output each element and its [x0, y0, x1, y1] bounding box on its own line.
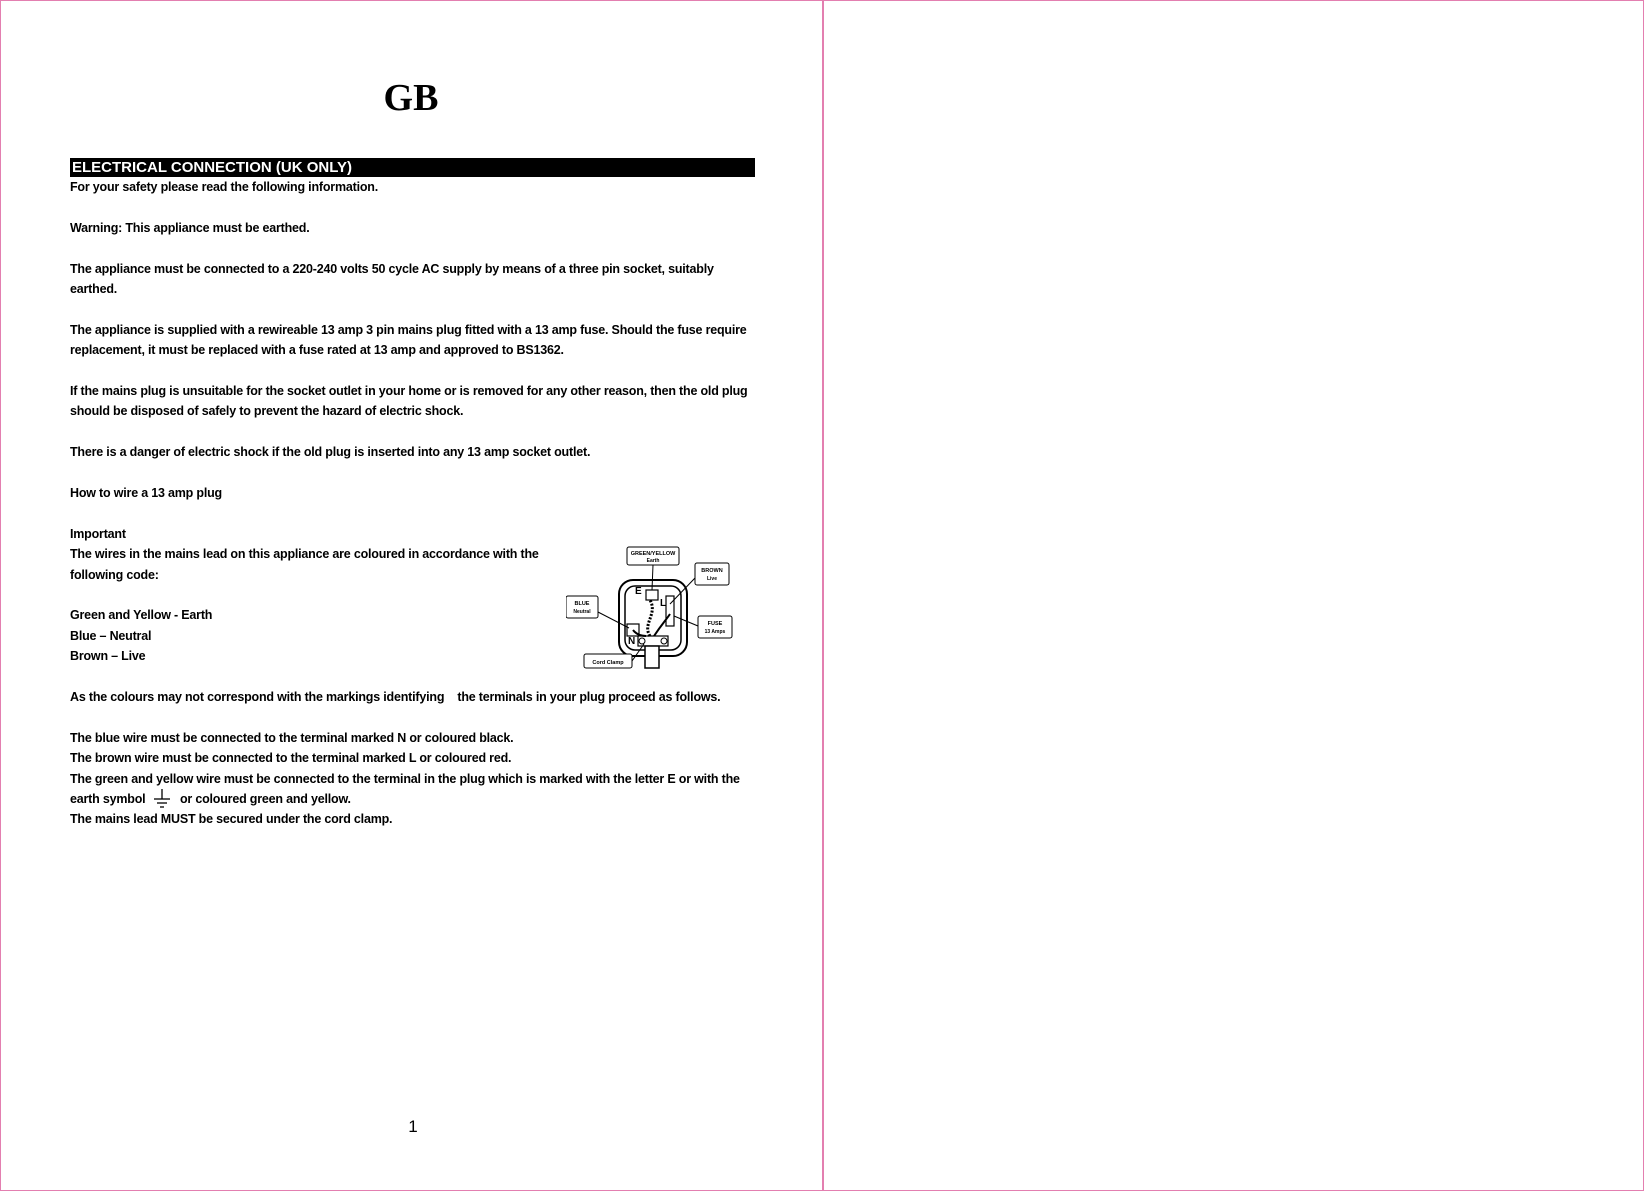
brown-wire-rule: The brown wire must be connected to the terminal marked L or coloured red. — [70, 751, 512, 766]
wire-code-block — [70, 524, 755, 667]
warning-text: Warning: This appliance must be earthed. — [70, 220, 310, 235]
callout-clamp-label: Cord Clamp — [592, 659, 624, 666]
blue-wire-rule: The blue wire must be connected to the terminal marked N or coloured black. — [70, 730, 514, 745]
green-wire-rule-line2 — [70, 789, 755, 809]
supply-text-line2: earthed. — [70, 282, 118, 296]
earth-symbol-post-text: or coloured green and yellow. — [179, 792, 351, 807]
terminal-l-label: L — [660, 597, 667, 609]
page-number: 1 — [408, 1117, 418, 1136]
callout-fuse-sub: 13 Amps — [704, 628, 726, 635]
cord-clamp-shape — [638, 636, 668, 646]
earth-wire-shape — [648, 600, 653, 636]
code-earth: Green and Yellow - Earth — [70, 608, 213, 623]
language-code: GB — [383, 77, 439, 119]
wiring-subheading: How to wire a 13 amp plug — [70, 486, 222, 500]
callout-live-sub: Live — [706, 575, 718, 582]
supply-text-line1: The appliance must be connected to a 220-240 volts 50 cycle AC supply by means of a three pin socket, suitably — [70, 261, 714, 276]
code-live: Brown – Live — [70, 649, 146, 664]
code-text-line1: The wires in the mains lead on this appliance are coloured in accordance with the — [70, 547, 539, 562]
earth-terminal-shape — [646, 590, 658, 600]
page-divider — [822, 0, 824, 1191]
code-text-line2: following code: — [70, 567, 159, 582]
unsuitable-text-line2: should be disposed of safely to prevent the hazard of electric shock. — [70, 404, 464, 419]
mains-cable-shape — [645, 646, 659, 668]
plug-text-line1: The appliance is supplied with a rewireable 13 amp 3 pin mains plug fitted with a 13 amp fuse. Should the fuse require — [70, 322, 747, 337]
callout-earth-title: GREEN/YELLOW — [630, 550, 676, 557]
callout-neutral-title: BLUE — [574, 600, 590, 607]
callout-live-title: BROWN — [701, 567, 723, 574]
callout-earth-sub: Earth — [646, 557, 660, 564]
left-page-content — [70, 158, 755, 830]
earth-symbol-pre-text: earth symbol — [70, 792, 146, 807]
plug-wiring-diagram — [566, 544, 746, 676]
colours-note: As the colours may not correspond with the markings identifying the terminals in your plug proceed as follows. — [70, 690, 721, 705]
callout-fuse-title: FUSE — [707, 620, 723, 627]
earth-symbol-icon — [153, 789, 171, 809]
callout-neutral-sub: Neutral — [573, 608, 591, 615]
important-label: Important — [70, 526, 126, 541]
code-neutral: Blue – Neutral — [70, 628, 152, 643]
intro-text: For your safety please read the following information. — [70, 180, 378, 194]
terminal-e-label: E — [635, 585, 642, 597]
danger-text: There is a danger of electric shock if the old plug is inserted into any 13 amp socket outlet. — [70, 445, 591, 460]
cord-clamp-rule: The mains lead MUST be secured under the cord clamp. — [70, 812, 393, 827]
plug-text-line2: replacement, it must be replaced with a fuse rated at 13 amp and approved to BS1362. — [70, 343, 564, 358]
plug-diagram-graphic — [566, 544, 746, 676]
terminal-n-label: N — [628, 635, 636, 647]
section-heading: ELECTRICAL CONNECTION (UK ONLY) — [70, 158, 755, 177]
green-wire-rule-line1: The green and yellow wire must be connected to the terminal in the plug which is marked with the letter E or with the — [70, 771, 740, 786]
unsuitable-text-line1: If the mains plug is unsuitable for the socket outlet in your home or is removed for any other reason, then the old plug — [70, 384, 748, 398]
